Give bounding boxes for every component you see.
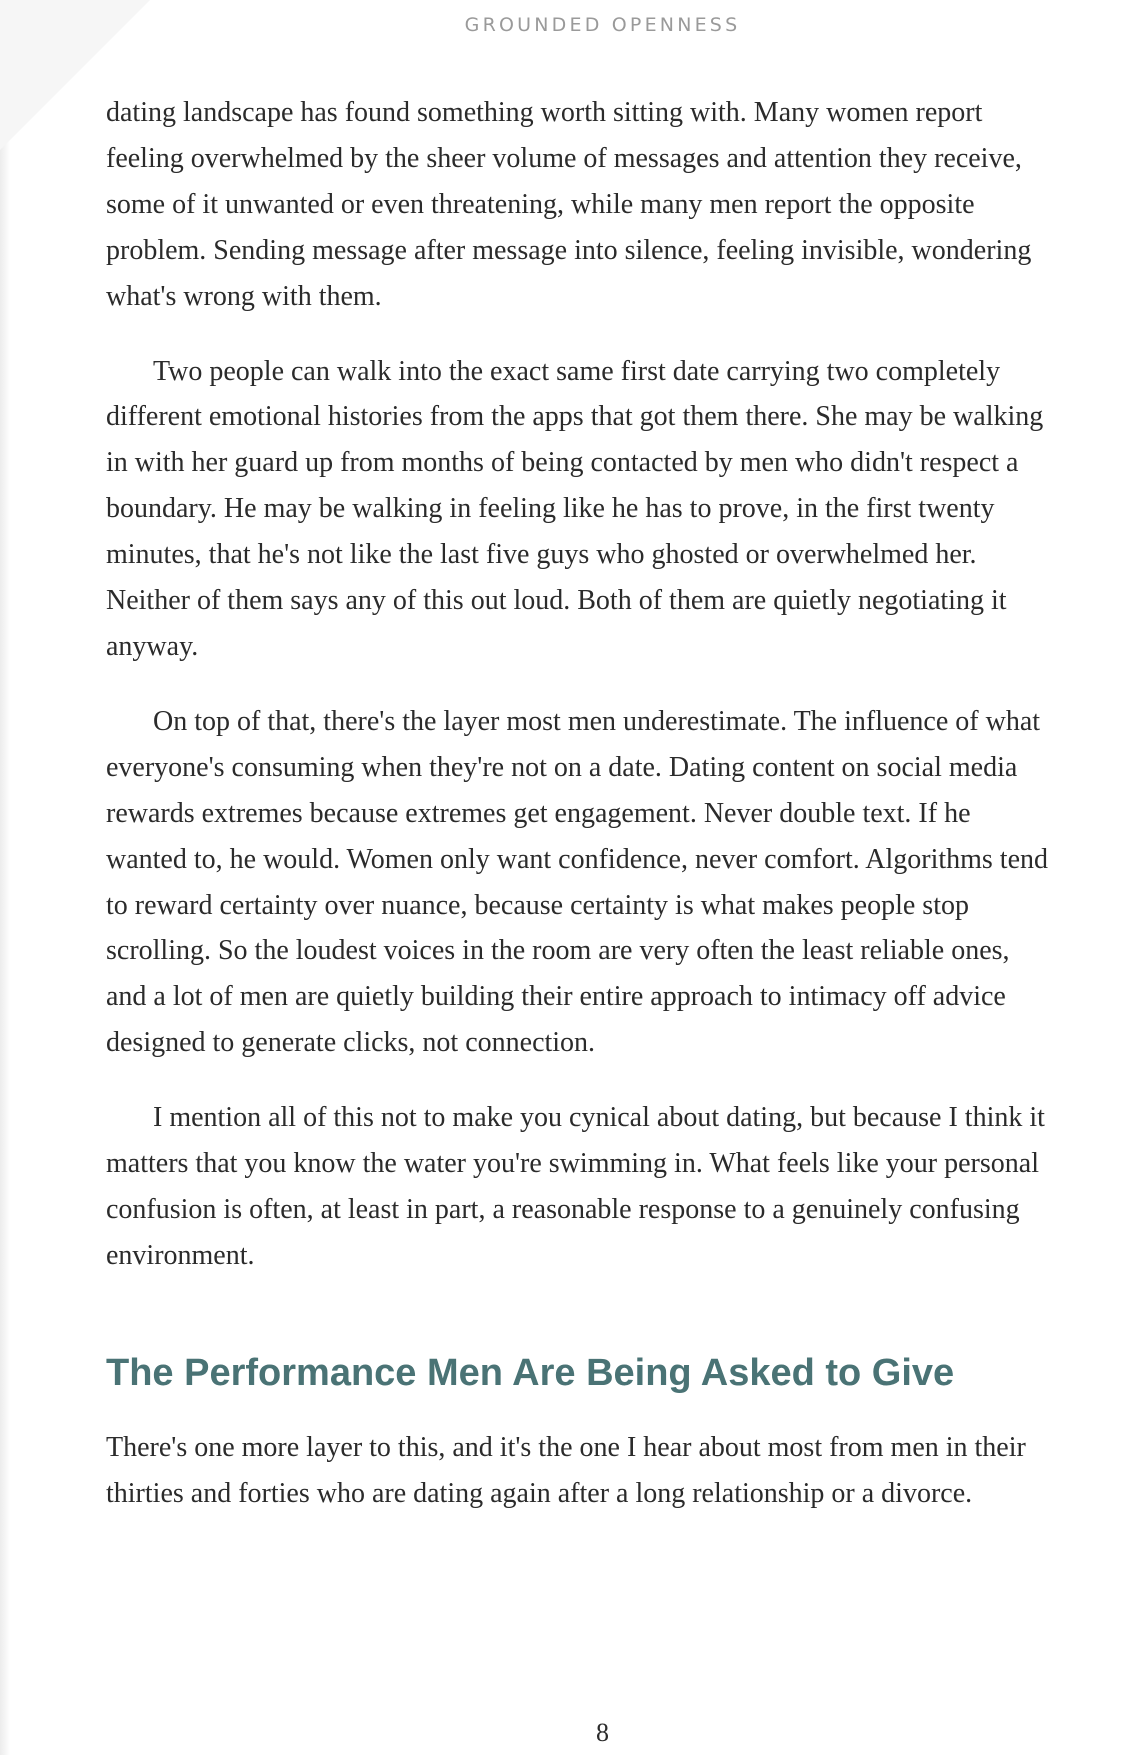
section-heading: The Performance Men Are Being Asked to Give <box>106 1351 955 1394</box>
running-header: GROUNDED OPENNESS <box>464 14 741 36</box>
page-body <box>106 90 1056 1546</box>
paragraph: Two people can walk into the exact same first date carrying two completely different emotional histories from the apps that got them there. She may be walking in with her guard up from months of being contacted by men who didn't respect a boundary. He may be walking in feeling like he has to prove, in the first twenty minutes, that he's not like the last five guys who ghosted or overwhelmed her. Neither of them says any of this out loud. Both of them are quietly negotiating it anyway. <box>106 355 1044 662</box>
paragraph-continued: dating landscape has found something worth sitting with. Many women report feeling overwhelmed by the sheer volume of messages and attention they receive, some of it unwanted or even threatening, while many men report the opposite problem. Sending message after message into silence, feeling invisible, wondering what's wrong with them. <box>106 97 1032 312</box>
paragraph: On top of that, there's the layer most men underestimate. The influence of what everyone's consuming when they're not on a date. Dating content on social media rewards extremes because extremes get engagement. Never double text. If he wanted to, he would. Women only want confidence, never comfort. Algorithms tend to reward certainty over nuance, because certainty is what makes people stop scrolling. So the loudest voices in the room are very often the least reliable ones, and a lot of men are quietly building their entire approach to intimacy off advice designed to generate clicks, not connection. <box>106 705 1049 1059</box>
section-paragraph: There's one more layer to this, and it's the one I hear about most from men in their thirties and forties who are dating again after a long relationship or a divorce. <box>106 1431 1026 1509</box>
page-edge-shadow <box>0 0 10 1755</box>
page-number: 8 <box>596 1718 609 1747</box>
paragraph: I mention all of this not to make you cynical about dating, but because I think it matters that you know the water you're swimming in. What feels like your personal confusion is often, at least in part, a reasonable response to a genuinely confusing environment. <box>106 1102 1045 1271</box>
